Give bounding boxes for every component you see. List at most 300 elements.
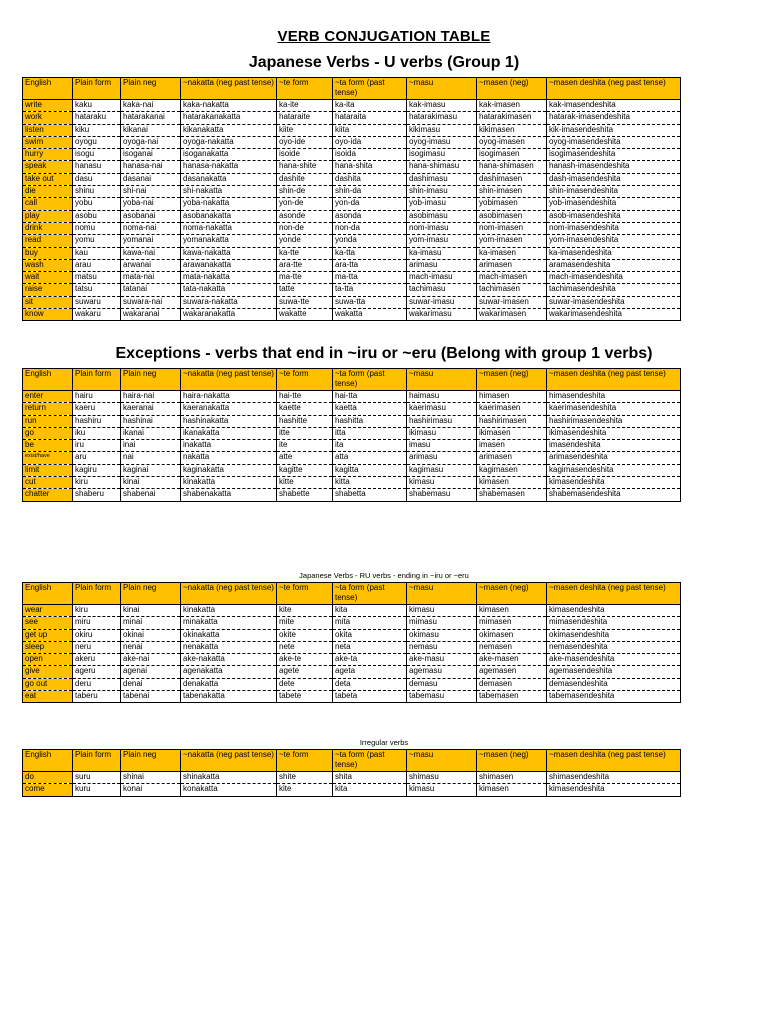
- conjugation-cell: tabeta: [333, 691, 407, 703]
- conjugation-cell: ake-masen: [477, 654, 547, 666]
- english-cell: sit: [23, 296, 73, 308]
- conjugation-cell: haimasu: [407, 391, 477, 403]
- conjugation-cell: shimasen: [477, 772, 547, 784]
- conjugation-cell: noma-nakatta: [181, 222, 277, 234]
- conjugation-cell: dasanakatta: [181, 173, 277, 185]
- conjugation-cell: yon-da: [333, 198, 407, 210]
- conjugation-cell: ka-ite: [277, 100, 333, 112]
- column-header: ~masen (neg): [477, 78, 547, 100]
- column-header: ~te form: [277, 583, 333, 605]
- table-row: [23, 605, 681, 617]
- table-row: [23, 784, 681, 796]
- conjugation-cell: okinakatta: [181, 629, 277, 641]
- conjugation-cell: isogimasen: [477, 149, 547, 161]
- column-header: ~nakatta (neg past tense): [181, 78, 277, 100]
- conjugation-cell: iku: [73, 427, 121, 439]
- conjugation-cell: haira-nai: [121, 391, 181, 403]
- conjugation-cell: mata-nakatta: [181, 272, 277, 284]
- conjugation-cell: kimasu: [407, 477, 477, 489]
- conjugation-cell: dasu: [73, 173, 121, 185]
- table-row: [23, 415, 681, 427]
- conjugation-cell: mach-imasen: [477, 272, 547, 284]
- conjugation-cell: kawa-nakatta: [181, 247, 277, 259]
- table-row: [23, 678, 681, 690]
- conjugation-cell: ikanai: [121, 427, 181, 439]
- conjugation-cell: kagimasen: [477, 464, 547, 476]
- conjugation-cell: noma-nai: [121, 222, 181, 234]
- conjugation-cell: kikanai: [121, 124, 181, 136]
- conjugation-cell: hanasu: [73, 161, 121, 173]
- conjugation-cell: dashite: [277, 173, 333, 185]
- conjugation-cell: asobanakatta: [181, 210, 277, 222]
- conjugation-cell: kaerimasen: [477, 403, 547, 415]
- table-row: [23, 617, 681, 629]
- conjugation-cell: aru: [73, 452, 121, 464]
- conjugation-cell: kite: [277, 784, 333, 796]
- conjugation-cell: okita: [333, 629, 407, 641]
- conjugation-cell: kinai: [121, 477, 181, 489]
- conjugation-cell: ka-imasu: [407, 247, 477, 259]
- conjugation-cell: miru: [73, 617, 121, 629]
- conjugation-cell: yobu: [73, 198, 121, 210]
- conjugation-cell: kagitta: [333, 464, 407, 476]
- conjugation-cell: isoide: [277, 149, 333, 161]
- conjugation-cell: kagimasu: [407, 464, 477, 476]
- conjugation-cell: hana-shite: [277, 161, 333, 173]
- conjugation-cell: kitte: [277, 477, 333, 489]
- conjugation-cell: nomu: [73, 222, 121, 234]
- conjugation-cell: agemasu: [407, 666, 477, 678]
- conjugation-cell: yob-imasu: [407, 198, 477, 210]
- conjugation-cell: shabenakatta: [181, 489, 277, 501]
- conjugation-cell: suwar-imasu: [407, 296, 477, 308]
- conjugation-cell: arimasu: [407, 452, 477, 464]
- column-header: Plain form: [73, 583, 121, 605]
- conjugation-cell: tabenai: [121, 691, 181, 703]
- conjugation-cell: kikimasu: [407, 124, 477, 136]
- column-header: Plain form: [73, 369, 121, 391]
- conjugation-cell: kinakatta: [181, 605, 277, 617]
- conjugation-cell: kaette: [277, 403, 333, 415]
- conjugation-cell: shin-imasu: [407, 186, 477, 198]
- conjugation-cell: arau: [73, 259, 121, 271]
- column-header: ~masen (neg): [477, 369, 547, 391]
- conjugation-cell: kawa-nai: [121, 247, 181, 259]
- conjugation-cell: imasen: [477, 440, 547, 452]
- conjugation-cell: kaetta: [333, 403, 407, 415]
- conjugation-cell: kiite: [277, 124, 333, 136]
- conjugation-cell: kaku: [73, 100, 121, 112]
- conjugation-cell: neta: [333, 641, 407, 653]
- conjugation-cell: mata-nai: [121, 272, 181, 284]
- conjugation-cell: kagiru: [73, 464, 121, 476]
- table-row: [23, 691, 681, 703]
- table-row: [23, 284, 681, 296]
- conjugation-cell: tabenakatta: [181, 691, 277, 703]
- conjugation-cell: nete: [277, 641, 333, 653]
- column-header: ~nakatta (neg past tense): [181, 750, 277, 772]
- column-header: ~masen (neg): [477, 750, 547, 772]
- column-header: English: [23, 750, 73, 772]
- english-cell: exist/have: [23, 452, 73, 464]
- conjugation-cell: isogu: [73, 149, 121, 161]
- conjugation-cell: ka-tta: [333, 247, 407, 259]
- conjugation-cell: ka-tte: [277, 247, 333, 259]
- conjugation-cell: mita: [333, 617, 407, 629]
- section-title-ru-verbs: Japanese Verbs - RU verbs - ending in ~iru or ~eru: [299, 571, 469, 580]
- conjugation-cell: ake-nakatta: [181, 654, 277, 666]
- conjugation-cell: kaka-nakatta: [181, 100, 277, 112]
- conjugation-cell: denai: [121, 678, 181, 690]
- english-cell: come: [23, 784, 73, 796]
- table-row: [23, 654, 681, 666]
- conjugation-cell: shinakatta: [181, 772, 277, 784]
- column-header: English: [23, 78, 73, 100]
- english-cell: cut: [23, 477, 73, 489]
- column-header: ~masu: [407, 583, 477, 605]
- conjugation-cell: asonde: [277, 210, 333, 222]
- conjugation-cell: okimasu: [407, 629, 477, 641]
- column-header: Plain neg: [121, 750, 181, 772]
- conjugation-cell: suwar-imasendeshita: [547, 296, 681, 308]
- table-row: [23, 161, 681, 173]
- english-cell: speak: [23, 161, 73, 173]
- conjugation-cell: ka-imasen: [477, 247, 547, 259]
- conjugation-cell: yobimasen: [477, 198, 547, 210]
- conjugation-cell: hashitta: [333, 415, 407, 427]
- english-cell: go out: [23, 678, 73, 690]
- conjugation-cell: hairu: [73, 391, 121, 403]
- column-header: Plain neg: [121, 583, 181, 605]
- english-cell: swim: [23, 136, 73, 148]
- conjugation-cell: shinu: [73, 186, 121, 198]
- conjugation-cell: isoganakatta: [181, 149, 277, 161]
- conjugation-cell: kik-imasendeshita: [547, 124, 681, 136]
- conjugation-cell: agemasen: [477, 666, 547, 678]
- conjugation-cell: yomu: [73, 235, 121, 247]
- english-cell: eat: [23, 691, 73, 703]
- conjugation-cell: asob-imasendeshita: [547, 210, 681, 222]
- conjugation-cell: wakarimasen: [477, 309, 547, 321]
- conjugation-cell: atta: [333, 452, 407, 464]
- conjugation-cell: imasendeshita: [547, 440, 681, 452]
- english-cell: wait: [23, 272, 73, 284]
- table-row: [23, 296, 681, 308]
- conjugation-cell: kaka-nai: [121, 100, 181, 112]
- conjugation-cell: hashirimasendeshita: [547, 415, 681, 427]
- column-header: English: [23, 369, 73, 391]
- conjugation-cell: kimasen: [477, 784, 547, 796]
- column-header: ~te form: [277, 369, 333, 391]
- conjugation-cell: tabemasu: [407, 691, 477, 703]
- conjugation-cell: wakaranakatta: [181, 309, 277, 321]
- conjugation-cell: kita: [333, 784, 407, 796]
- conjugation-cell: neru: [73, 641, 121, 653]
- column-header: Plain form: [73, 750, 121, 772]
- conjugation-cell: konakatta: [181, 784, 277, 796]
- conjugation-cell: oyog-imasu: [407, 136, 477, 148]
- conjugation-cell: kiru: [73, 605, 121, 617]
- column-header: ~masen deshita (neg past tense): [547, 78, 681, 100]
- conjugation-cell: okimasen: [477, 629, 547, 641]
- english-cell: buy: [23, 247, 73, 259]
- conjugation-cell: shabemasendeshita: [547, 489, 681, 501]
- conjugation-cell: yomanai: [121, 235, 181, 247]
- conjugation-cell: hana-shita: [333, 161, 407, 173]
- english-cell: play: [23, 210, 73, 222]
- english-cell: raise: [23, 284, 73, 296]
- conjugation-cell: deru: [73, 678, 121, 690]
- conjugation-cell: ita: [333, 440, 407, 452]
- conjugation-cell: kuru: [73, 784, 121, 796]
- english-cell: call: [23, 198, 73, 210]
- conjugation-cell: mimasu: [407, 617, 477, 629]
- conjugation-cell: isoida: [333, 149, 407, 161]
- table-row: [23, 259, 681, 271]
- conjugation-cell: tabemasendeshita: [547, 691, 681, 703]
- english-cell: die: [23, 186, 73, 198]
- conjugation-cell: nakatta: [181, 452, 277, 464]
- conjugation-cell: yonda: [333, 235, 407, 247]
- conjugation-cell: kagimasendeshita: [547, 464, 681, 476]
- conjugation-cell: yom-imasen: [477, 235, 547, 247]
- conjugation-cell: suwar-imasen: [477, 296, 547, 308]
- conjugation-cell: shimasu: [407, 772, 477, 784]
- conjugation-cell: hanash-imasendeshita: [547, 161, 681, 173]
- english-cell: open: [23, 654, 73, 666]
- conjugation-cell: hashitte: [277, 415, 333, 427]
- conjugation-cell: oyo-ide: [277, 136, 333, 148]
- conjugation-cell: suru: [73, 772, 121, 784]
- exceptions-table: [22, 368, 681, 502]
- conjugation-cell: isoganai: [121, 149, 181, 161]
- table-row: [23, 391, 681, 403]
- conjugation-cell: kikanakatta: [181, 124, 277, 136]
- conjugation-cell: akeru: [73, 654, 121, 666]
- conjugation-cell: hataraku: [73, 112, 121, 124]
- conjugation-cell: okinai: [121, 629, 181, 641]
- english-cell: get up: [23, 629, 73, 641]
- table-row: [23, 247, 681, 259]
- conjugation-cell: aramasendeshita: [547, 259, 681, 271]
- conjugation-cell: himasen: [477, 391, 547, 403]
- conjugation-cell: ake-masu: [407, 654, 477, 666]
- conjugation-cell: kaginakatta: [181, 464, 277, 476]
- conjugation-cell: oyogu: [73, 136, 121, 148]
- conjugation-cell: nom-imasu: [407, 222, 477, 234]
- conjugation-cell: ake-ta: [333, 654, 407, 666]
- conjugation-cell: ma-tta: [333, 272, 407, 284]
- conjugation-cell: shabemasu: [407, 489, 477, 501]
- english-cell: sleep: [23, 641, 73, 653]
- column-header: ~ta form (past tense): [333, 369, 407, 391]
- header-row: [23, 750, 681, 772]
- conjugation-cell: hatarak-imasendeshita: [547, 112, 681, 124]
- conjugation-cell: ageru: [73, 666, 121, 678]
- column-header: ~masu: [407, 78, 477, 100]
- conjugation-cell: haira-nakatta: [181, 391, 277, 403]
- conjugation-cell: kinakatta: [181, 477, 277, 489]
- conjugation-cell: wakarimasu: [407, 309, 477, 321]
- conjugation-cell: wakatte: [277, 309, 333, 321]
- english-cell: take out: [23, 173, 73, 185]
- conjugation-cell: tachimasen: [477, 284, 547, 296]
- conjugation-cell: atte: [277, 452, 333, 464]
- conjugation-cell: mimasendeshita: [547, 617, 681, 629]
- table-row: [23, 272, 681, 284]
- column-header: ~masu: [407, 750, 477, 772]
- conjugation-cell: yomanakatta: [181, 235, 277, 247]
- conjugation-cell: hana-shimasu: [407, 161, 477, 173]
- conjugation-cell: hashirimasu: [407, 415, 477, 427]
- conjugation-cell: dashimasu: [407, 173, 477, 185]
- conjugation-cell: nenakatta: [181, 641, 277, 653]
- table-row: [23, 124, 681, 136]
- conjugation-cell: nemasen: [477, 641, 547, 653]
- english-cell: drink: [23, 222, 73, 234]
- conjugation-cell: hataraite: [277, 112, 333, 124]
- english-cell: see: [23, 617, 73, 629]
- conjugation-cell: ikanakatta: [181, 427, 277, 439]
- conjugation-cell: kimasu: [407, 784, 477, 796]
- conjugation-cell: yon-de: [277, 198, 333, 210]
- table-row: [23, 112, 681, 124]
- conjugation-cell: arimasendeshita: [547, 452, 681, 464]
- column-header: ~masen (neg): [477, 583, 547, 605]
- conjugation-cell: kaeru: [73, 403, 121, 415]
- conjugation-cell: kaeranakatta: [181, 403, 277, 415]
- conjugation-cell: hatarakanakatta: [181, 112, 277, 124]
- conjugation-cell: shin-imasen: [477, 186, 547, 198]
- conjugation-cell: kiru: [73, 477, 121, 489]
- conjugation-cell: hatarakimasen: [477, 112, 547, 124]
- conjugation-cell: agenakatta: [181, 666, 277, 678]
- conjugation-cell: nemasendeshita: [547, 641, 681, 653]
- conjugation-cell: yom-imasendeshita: [547, 235, 681, 247]
- conjugation-cell: ta-tta: [333, 284, 407, 296]
- conjugation-cell: inai: [121, 440, 181, 452]
- conjugation-cell: tachimasendeshita: [547, 284, 681, 296]
- conjugation-cell: nemasu: [407, 641, 477, 653]
- conjugation-cell: shi-nakatta: [181, 186, 277, 198]
- conjugation-cell: shin-da: [333, 186, 407, 198]
- column-header: ~masu: [407, 369, 477, 391]
- section-title-irregular: Irregular verbs: [359, 738, 409, 747]
- conjugation-cell: kaerimasu: [407, 403, 477, 415]
- conjugation-cell: kitta: [333, 477, 407, 489]
- conjugation-cell: dashita: [333, 173, 407, 185]
- column-header: ~ta form (past tense): [333, 78, 407, 100]
- conjugation-cell: okiru: [73, 629, 121, 641]
- conjugation-cell: ara-tte: [277, 259, 333, 271]
- english-cell: know: [23, 309, 73, 321]
- conjugation-cell: tabemasen: [477, 691, 547, 703]
- conjugation-cell: hai-tta: [333, 391, 407, 403]
- english-cell: give: [23, 666, 73, 678]
- conjugation-cell: kaeranai: [121, 403, 181, 415]
- conjugation-cell: shabenai: [121, 489, 181, 501]
- column-header: ~ta form (past tense): [333, 750, 407, 772]
- conjugation-cell: asonda: [333, 210, 407, 222]
- conjugation-cell: ma-tte: [277, 272, 333, 284]
- column-header: ~ta form (past tense): [333, 583, 407, 605]
- conjugation-cell: dete: [277, 678, 333, 690]
- conjugation-cell: isogimasu: [407, 149, 477, 161]
- conjugation-cell: arwanai: [121, 259, 181, 271]
- header-row: [23, 583, 681, 605]
- table-row: [23, 309, 681, 321]
- conjugation-cell: mimasen: [477, 617, 547, 629]
- conjugation-cell: oyoga-nai: [121, 136, 181, 148]
- conjugation-cell: kinai: [121, 605, 181, 617]
- conjugation-cell: kagitte: [277, 464, 333, 476]
- conjugation-cell: shin-de: [277, 186, 333, 198]
- conjugation-cell: ake-masendeshita: [547, 654, 681, 666]
- conjugation-cell: okite: [277, 629, 333, 641]
- conjugation-cell: ikimasen: [477, 427, 547, 439]
- conjugation-cell: nom-imasendeshita: [547, 222, 681, 234]
- conjugation-cell: suwa-tte: [277, 296, 333, 308]
- conjugation-cell: ake-nai: [121, 654, 181, 666]
- conjugation-cell: dasanai: [121, 173, 181, 185]
- column-header: ~masen deshita (neg past tense): [547, 583, 681, 605]
- conjugation-cell: hashinakatta: [181, 415, 277, 427]
- column-header: ~te form: [277, 750, 333, 772]
- conjugation-cell: kimasendeshita: [547, 477, 681, 489]
- table-row: [23, 666, 681, 678]
- conjugation-cell: shite: [277, 772, 333, 784]
- english-cell: work: [23, 112, 73, 124]
- conjugation-cell: mach-imasendeshita: [547, 272, 681, 284]
- conjugation-cell: agemasendeshita: [547, 666, 681, 678]
- english-cell: hurry: [23, 149, 73, 161]
- table-row: [23, 772, 681, 784]
- table-row: [23, 136, 681, 148]
- conjugation-cell: mach-imasu: [407, 272, 477, 284]
- header-row: [23, 369, 681, 391]
- conjugation-cell: kimasen: [477, 605, 547, 617]
- conjugation-cell: non-da: [333, 222, 407, 234]
- conjugation-cell: hataraita: [333, 112, 407, 124]
- column-header: Plain neg: [121, 78, 181, 100]
- table-row: [23, 222, 681, 234]
- conjugation-cell: shabetta: [333, 489, 407, 501]
- conjugation-cell: ite: [277, 440, 333, 452]
- conjugation-cell: shimasendeshita: [547, 772, 681, 784]
- table-row: [23, 173, 681, 185]
- english-cell: chatter: [23, 489, 73, 501]
- conjugation-cell: nenai: [121, 641, 181, 653]
- conjugation-cell: tachimasu: [407, 284, 477, 296]
- conjugation-cell: demasu: [407, 678, 477, 690]
- conjugation-cell: arimasu: [407, 259, 477, 271]
- english-cell: read: [23, 235, 73, 247]
- table-row: [23, 403, 681, 415]
- conjugation-cell: shin-imasendeshita: [547, 186, 681, 198]
- conjugation-cell: ikimasu: [407, 427, 477, 439]
- conjugation-cell: oyog-imasen: [477, 136, 547, 148]
- conjugation-cell: kak-imasen: [477, 100, 547, 112]
- conjugation-cell: tatte: [277, 284, 333, 296]
- conjugation-cell: himasendeshita: [547, 391, 681, 403]
- table-row: [23, 100, 681, 112]
- conjugation-cell: yoba-nai: [121, 198, 181, 210]
- column-header: ~nakatta (neg past tense): [181, 369, 277, 391]
- column-header: ~masen deshita (neg past tense): [547, 369, 681, 391]
- conjugation-cell: oyoga-nakatta: [181, 136, 277, 148]
- section-title-exceptions: Exceptions - verbs that end in ~iru or ~eru (Belong with group 1 verbs): [115, 345, 653, 362]
- conjugation-cell: taberu: [73, 691, 121, 703]
